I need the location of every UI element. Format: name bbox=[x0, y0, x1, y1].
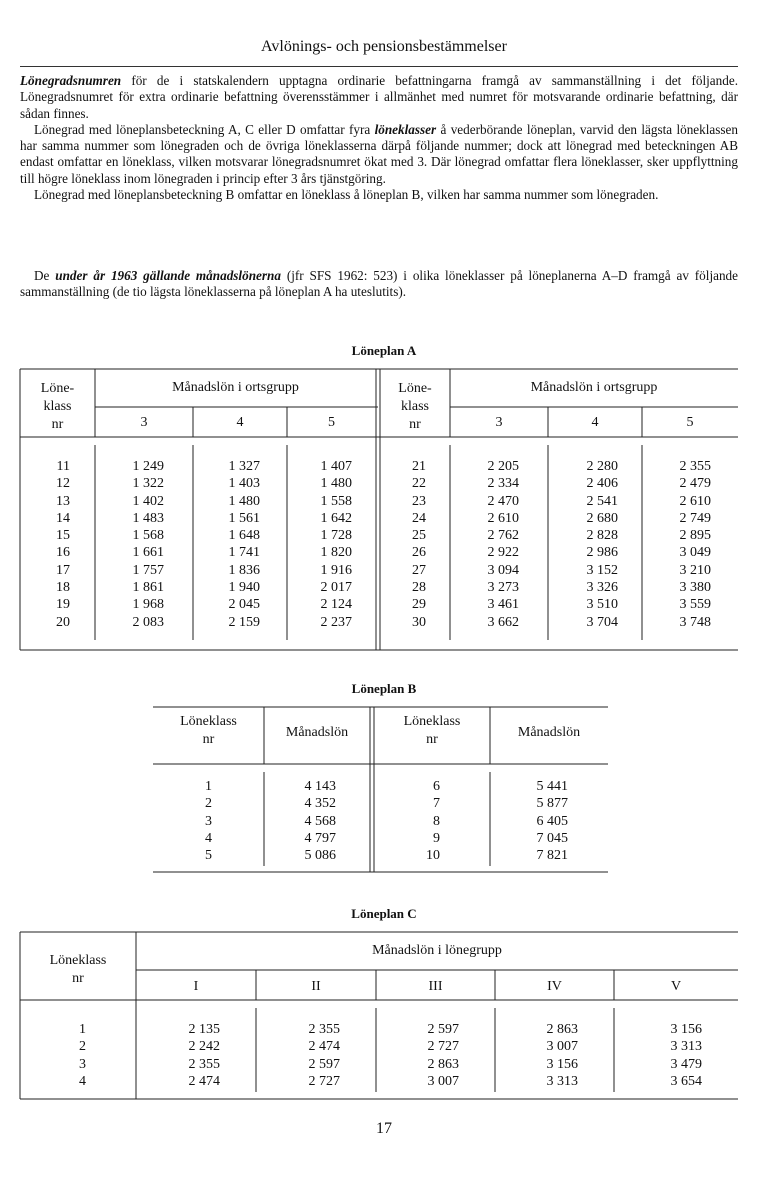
term-loneklasser: löneklasser bbox=[374, 121, 437, 137]
table-cell-value: 2 205 bbox=[487, 459, 519, 474]
table-cell-value: 3 313 bbox=[670, 1039, 702, 1055]
table-cell-value: 2 237 bbox=[320, 614, 352, 630]
plan-b-right-klass-column bbox=[374, 778, 440, 864]
table-cell-value: 3 380 bbox=[679, 580, 711, 596]
table-cell-value: 3 662 bbox=[487, 614, 519, 630]
plan-b-right-lon-column bbox=[490, 778, 568, 864]
table-cell-value: 2 610 bbox=[487, 510, 519, 526]
table-cell-klass: 2 bbox=[205, 796, 212, 812]
plan-c-title: Löneplan C bbox=[351, 906, 417, 921]
plan-c-column-I bbox=[136, 1021, 220, 1090]
hdr-line: nr bbox=[409, 417, 421, 432]
table-cell-value: 2 470 bbox=[487, 493, 519, 509]
table-cell-value: 3 152 bbox=[586, 562, 618, 578]
table-cell-value: 3 559 bbox=[679, 597, 711, 613]
table-cell-value: 2 727 bbox=[308, 1073, 340, 1089]
plan-a-left-g5-column bbox=[290, 458, 352, 631]
table-cell-value: 2 863 bbox=[546, 1022, 578, 1037]
hdr-line: Löneklass bbox=[49, 953, 107, 968]
table-cell-value: 2 597 bbox=[308, 1056, 340, 1072]
table-cell-value: 1 322 bbox=[132, 476, 164, 492]
plan-a-title: Löneplan A bbox=[351, 343, 417, 358]
table-cell-value: 2 727 bbox=[427, 1039, 459, 1055]
table-cell-klass: 8 bbox=[433, 813, 440, 829]
plan-c-group-header: Månadslön i lönegrupp bbox=[372, 943, 502, 958]
table-cell-value: 2 474 bbox=[188, 1073, 220, 1089]
table-cell-klass: 26 bbox=[412, 545, 426, 561]
table-cell-klass: 24 bbox=[412, 510, 426, 526]
intro-p2b: å vederbörande löneplan, varvid den lägsta löneklassen har samma nummer som lönegraden och de övriga löneklasserna därpå följande nummer; dock att lönegrad med beteckningen AB endast omfattar en löneklass, vilken motsvarar lönegradsnumret ökat med 3. Där lönegrad omfattar flera löneklasser, sker uppflyttning till högre löneklass inom lönegraden i princip efter 3 års tjänstgöring. bbox=[20, 121, 738, 186]
hdr-line: Löne- bbox=[398, 381, 432, 396]
table-cell-klass: 27 bbox=[412, 562, 426, 578]
table-cell-value: 2 280 bbox=[586, 459, 618, 474]
table-cell-value: 1 407 bbox=[320, 459, 352, 474]
intro-p4b: (jfr SFS 1962: 523) i olika löneklasser på löneplanerna A–D framgå av följande sammanställning (de tio lägsta löneklasserna på löneplan A ha uteslutits). bbox=[20, 268, 739, 300]
plan-a-klass-header-right bbox=[380, 380, 450, 434]
plan-a-group-header-right: Månadslön i ortsgrupp bbox=[530, 380, 658, 395]
plan-b-left-klass-column bbox=[153, 778, 264, 864]
plan-a-left-g3-column bbox=[100, 458, 164, 631]
table-cell-klass: 14 bbox=[56, 510, 70, 526]
table-cell-value: 3 461 bbox=[487, 597, 519, 613]
plan-a-left-g4-column bbox=[198, 458, 260, 631]
table-cell-value: 1 480 bbox=[228, 493, 260, 509]
table-cell-value: 1 820 bbox=[320, 545, 352, 561]
table-cell-value: 3 326 bbox=[586, 580, 618, 596]
hdr-line: nr bbox=[51, 417, 64, 432]
table-cell-value: 4 568 bbox=[304, 813, 336, 829]
table-cell-value: 2 242 bbox=[188, 1039, 220, 1055]
table-cell-value: 2 922 bbox=[487, 545, 519, 561]
table-cell-value: 1 741 bbox=[228, 545, 260, 561]
table-cell-value: 2 045 bbox=[228, 597, 260, 613]
plan-b-left-lon-column bbox=[264, 778, 336, 864]
table-cell-klass: 4 bbox=[205, 830, 212, 846]
table-cell-value: 2 762 bbox=[487, 528, 519, 544]
plan-b-lon-header-right: Månadslön bbox=[517, 725, 581, 740]
table-cell-klass: 16 bbox=[56, 545, 70, 561]
hdr-line: nr bbox=[202, 732, 215, 747]
intro-p1-text: för de i statskalendern upptagna ordinarie befattningarna framgå av sammanställning i det följande. Lönegradsnumret för extra ordinarie befattning överensstämmer i allmänhet med numret för motsvarande ordinarie befattning, där sådan finnes. bbox=[20, 73, 738, 121]
table-cell-value: 3 007 bbox=[546, 1039, 578, 1055]
intro-p2a: Lönegrad med löneplansbeteckning A, C eller D omfattar fyra bbox=[34, 121, 375, 137]
table-cell-klass: 7 bbox=[433, 796, 440, 812]
table-cell-klass: 4 bbox=[79, 1073, 86, 1089]
table-cell-value: 5 877 bbox=[536, 796, 568, 812]
table-cell-value: 2 895 bbox=[679, 528, 711, 544]
plan-a-right-g4-column bbox=[553, 458, 618, 631]
table-cell-klass: 1 bbox=[205, 779, 212, 794]
term-manadslonerna: under år 1963 gällande månadslönerna bbox=[55, 268, 281, 283]
table-cell-value: 4 352 bbox=[304, 796, 336, 812]
table-cell-value: 1 861 bbox=[132, 580, 164, 596]
table-cell-value: 2 159 bbox=[228, 614, 260, 630]
table-cell-value: 1 249 bbox=[132, 459, 164, 474]
table-cell-value: 6 405 bbox=[536, 813, 568, 829]
table-cell-value: 4 797 bbox=[304, 830, 336, 846]
table-cell-value: 2 083 bbox=[132, 614, 164, 630]
plan-a-left-klass-column bbox=[20, 458, 70, 631]
table-cell-value: 2 863 bbox=[427, 1056, 459, 1072]
plan-c-group-III: III bbox=[428, 979, 443, 994]
table-cell-value: 2 355 bbox=[679, 459, 711, 474]
table-cell-value: 1 480 bbox=[320, 476, 352, 492]
table-cell-value: 1 836 bbox=[228, 562, 260, 578]
table-cell-value: 1 968 bbox=[132, 597, 164, 613]
table-cell-value: 4 143 bbox=[304, 779, 336, 794]
table-cell-value: 3 313 bbox=[546, 1073, 578, 1089]
table-cell-klass: 3 bbox=[79, 1056, 86, 1072]
plan-c-column-V bbox=[614, 1021, 702, 1090]
table-cell-value: 1 558 bbox=[320, 493, 352, 509]
hdr-line: nr bbox=[72, 971, 84, 986]
table-cell-value: 2 334 bbox=[487, 476, 519, 492]
table-cell-klass: 23 bbox=[412, 493, 426, 509]
table-cell-value: 2 680 bbox=[586, 510, 618, 526]
table-cell-klass: 10 bbox=[426, 848, 440, 864]
table-cell-value: 1 568 bbox=[132, 528, 164, 544]
table-cell-value: 1 728 bbox=[320, 528, 352, 544]
table-cell-value: 3 273 bbox=[487, 580, 519, 596]
plan-c-group-IV: IV bbox=[547, 979, 562, 994]
table-cell-klass: 3 bbox=[205, 813, 212, 829]
table-cell-value: 2 355 bbox=[308, 1022, 340, 1037]
hdr-line: Löneklass bbox=[180, 714, 237, 729]
term-lonegradsnumren: Lönegradsnumren bbox=[20, 73, 122, 88]
table-cell-value: 3 156 bbox=[670, 1022, 702, 1037]
table-cell-value: 5 441 bbox=[536, 779, 568, 794]
table-cell-value: 2 610 bbox=[679, 493, 711, 509]
table-cell-value: 1 916 bbox=[320, 562, 352, 578]
table-cell-klass: 22 bbox=[412, 476, 426, 492]
table-cell-value: 3 748 bbox=[679, 614, 711, 630]
table-cell-value: 2 474 bbox=[308, 1039, 340, 1055]
plan-c-column-II bbox=[256, 1021, 340, 1090]
plan-a-group-header-left: Månadslön i ortsgrupp bbox=[172, 380, 299, 395]
table-cell-value: 5 086 bbox=[304, 848, 336, 864]
plan-c-klass-header bbox=[20, 952, 136, 988]
table-cell-value: 2 597 bbox=[427, 1022, 459, 1037]
table-cell-klass: 30 bbox=[412, 614, 426, 630]
plan-c-group-V: V bbox=[670, 979, 682, 994]
plan-c-column-III bbox=[376, 1021, 459, 1090]
table-cell-value: 2 541 bbox=[586, 493, 618, 509]
table-cell-value: 3 704 bbox=[586, 614, 618, 630]
table-cell-value: 1 642 bbox=[320, 510, 352, 526]
plan-a-g5-header-left: 5 bbox=[328, 415, 335, 430]
plan-b-title: Löneplan B bbox=[351, 681, 417, 696]
table-cell-klass: 13 bbox=[56, 493, 70, 509]
table-cell-value: 1 648 bbox=[228, 528, 260, 544]
table-cell-klass: 28 bbox=[412, 580, 426, 596]
table-cell-value: 3 007 bbox=[427, 1073, 459, 1089]
table-cell-value: 1 940 bbox=[228, 580, 260, 596]
table-cell-klass: 11 bbox=[56, 459, 70, 474]
table-cell-klass: 5 bbox=[205, 848, 212, 864]
table-cell-klass: 6 bbox=[433, 779, 440, 794]
table-cell-value: 3 210 bbox=[679, 562, 711, 578]
table-cell-value: 1 403 bbox=[228, 476, 260, 492]
page-header: Avlönings- och pensionsbestämmelser bbox=[261, 38, 507, 55]
plan-a-right-g5-column bbox=[647, 458, 711, 631]
table-cell-value: 1 327 bbox=[228, 459, 260, 474]
hdr-line: Löneklass bbox=[403, 714, 461, 729]
table-cell-value: 1 661 bbox=[132, 545, 164, 561]
table-cell-klass: 29 bbox=[412, 597, 426, 613]
plan-a-g3-header-right: 3 bbox=[495, 415, 503, 430]
page-number: 17 bbox=[376, 1120, 392, 1137]
table-cell-value: 3 094 bbox=[487, 562, 519, 578]
table-cell-value: 3 049 bbox=[679, 545, 711, 561]
hdr-line: Löne- bbox=[40, 381, 75, 396]
table-cell-value: 2 124 bbox=[320, 597, 352, 613]
table-cell-value: 3 510 bbox=[586, 597, 618, 613]
table-cell-value: 2 749 bbox=[679, 510, 711, 526]
table-cell-klass: 21 bbox=[412, 459, 426, 474]
table-cell-klass: 15 bbox=[56, 528, 70, 544]
plan-b-lon-header-left: Månadslön bbox=[285, 725, 349, 740]
table-cell-klass: 12 bbox=[56, 476, 70, 492]
plan-c-group-I: I bbox=[193, 979, 199, 994]
table-cell-value: 2 986 bbox=[586, 545, 618, 561]
table-cell-klass: 19 bbox=[56, 597, 70, 613]
plan-c-group-II: II bbox=[311, 979, 321, 994]
table-cell-value: 1 483 bbox=[132, 510, 164, 526]
table-cell-value: 1 561 bbox=[228, 510, 260, 526]
plan-c-column-IV bbox=[495, 1021, 578, 1090]
table-cell-value: 2 828 bbox=[586, 528, 618, 544]
plan-a-right-klass-column bbox=[380, 458, 426, 631]
plan-b-klass-header-left bbox=[153, 713, 264, 749]
hdr-line: nr bbox=[426, 732, 438, 747]
intro-p4a: De bbox=[34, 268, 56, 283]
table-cell-value: 2 406 bbox=[586, 476, 618, 492]
table-cell-value: 7 045 bbox=[536, 830, 568, 846]
plan-a-g5-header-right: 5 bbox=[686, 415, 694, 430]
table-cell-value: 2 479 bbox=[679, 476, 711, 492]
table-cell-value: 2 135 bbox=[188, 1022, 220, 1037]
plan-a-right-g3-column bbox=[455, 458, 519, 631]
table-cell-klass: 1 bbox=[79, 1022, 86, 1037]
table-cell-value: 1 402 bbox=[132, 493, 164, 509]
table-cell-klass: 9 bbox=[433, 830, 440, 846]
table-cell-klass: 25 bbox=[412, 528, 426, 544]
plan-a-g4-header-left: 4 bbox=[236, 415, 244, 430]
hdr-line: klass bbox=[43, 399, 72, 414]
table-cell-value: 3 156 bbox=[546, 1056, 578, 1072]
table-cell-value: 2 355 bbox=[188, 1056, 220, 1072]
table-cell-klass: 20 bbox=[56, 614, 70, 630]
plan-c-klass-column bbox=[20, 1021, 86, 1090]
table-cell-value: 2 017 bbox=[320, 580, 352, 596]
table-cell-klass: 17 bbox=[56, 562, 70, 578]
hdr-line: klass bbox=[401, 399, 429, 414]
table-cell-klass: 18 bbox=[56, 580, 70, 596]
intro-paragraph-3: Lönegrad med löneplansbeteckning B omfattar en löneklass å löneplan B, vilken har samma nummer som lönegraden. bbox=[34, 187, 659, 203]
table-cell-value: 3 654 bbox=[670, 1073, 702, 1089]
table-cell-klass: 2 bbox=[79, 1039, 86, 1055]
table-cell-value: 7 821 bbox=[536, 848, 568, 864]
plan-a-klass-header-left bbox=[20, 380, 95, 434]
plan-b-klass-header-right bbox=[374, 713, 490, 749]
plan-a-g3-header-left: 3 bbox=[140, 415, 148, 430]
table-cell-value: 1 757 bbox=[132, 562, 164, 578]
table-cell-value: 3 479 bbox=[670, 1056, 702, 1072]
plan-a-g4-header-right: 4 bbox=[591, 415, 599, 430]
